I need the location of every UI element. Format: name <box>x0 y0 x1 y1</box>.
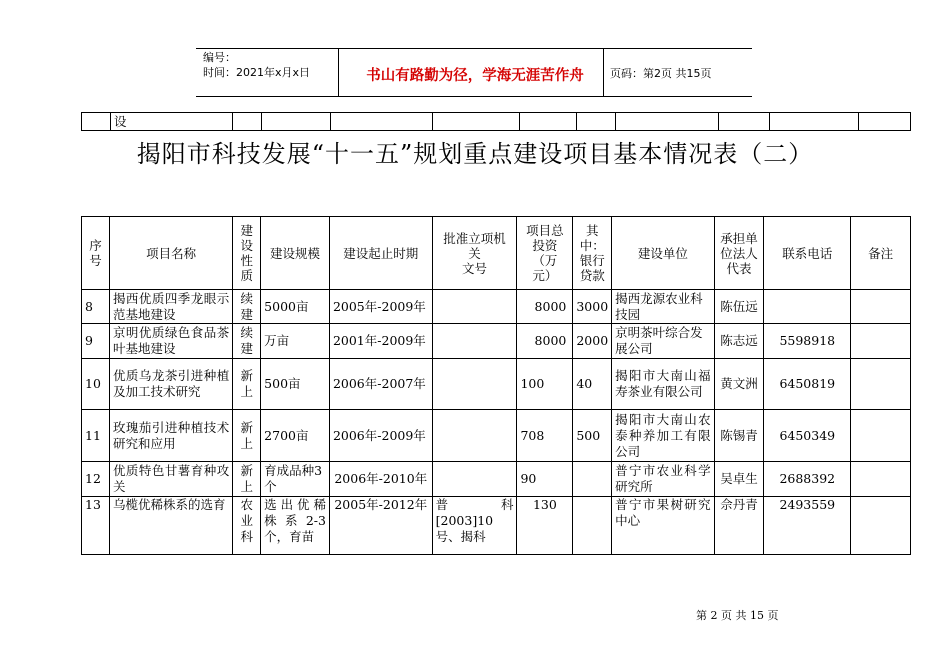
table-row: 11 玫瑰茄引进种植技术研究和应用 新上 2700亩 2006年-2009年 708 500 揭阳市大南山农泰种养加工有限公司 陈锡青 6450349 <box>82 410 911 462</box>
col-header-phone: 联系电话 <box>764 217 851 290</box>
table-row: 9 京明优质绿色食品茶叶基地建设 续建 万亩 2001年-2009年 8000 2000 京明茶叶综合发展公司 陈志远 5598918 <box>82 324 911 359</box>
header-number: 编号： <box>203 51 236 64</box>
header-top-rule <box>196 48 752 49</box>
col-header-rep: 承担单 位法人 代表 <box>714 217 764 290</box>
col-header-loan: 其 中： 银行 贷款 <box>573 217 612 290</box>
col-header-name: 项目名称 <box>109 217 232 290</box>
table-row: 8 揭西优质四季龙眼示范基地建设 续建 5000亩 2005年-2009年 8000 3000 揭西龙源农业科技园 陈伍远 <box>82 290 911 324</box>
table-row: 13 乌榄优稀株系的选育 农业科 选出优稀株系2-3个，育苗 2005年-2012年 普 科 [2003]10 号、揭科 130 普宁市果树研究中心 佘丹青 2493559 <box>82 497 911 555</box>
table-row: 10 优质乌龙茶引进种植及加工技术研究 新上 500亩 2006年-2007年 100 40 揭阳市大南山福寿茶业有限公司 黄文洲 6450819 <box>82 359 911 410</box>
header-motto: 书山有路勤为径，学海无涯苦作舟 <box>366 68 584 84</box>
col-header-no: 序 号 <box>82 217 110 290</box>
previous-table-tail <box>81 112 911 131</box>
header-time: 时间：2021年x月x日 <box>203 66 311 79</box>
projects-table <box>81 216 911 555</box>
header-meta <box>203 50 310 80</box>
col-header-invest: 项目总 投资 （万 元） <box>517 217 573 290</box>
col-header-approval: 批准立项机 关 文号 <box>432 217 517 290</box>
col-header-scale: 建设规模 <box>261 217 330 290</box>
page-title: 揭阳市科技发展“十一五”规划重点建设项目基本情况表（二） <box>136 140 814 168</box>
col-header-note: 备注 <box>851 217 911 290</box>
col-header-unit: 建设单位 <box>612 217 714 290</box>
header-page-number: 页码：第2页 共15页 <box>610 67 712 80</box>
prev-row-text: 设 <box>111 113 233 131</box>
page-footer: 第 2 页 共 15 页 <box>696 609 779 622</box>
header-divider-right <box>603 48 604 96</box>
col-header-nature: 建 设 性 质 <box>233 217 261 290</box>
header-bottom-rule <box>196 96 752 97</box>
header-divider-left <box>338 48 339 96</box>
table-row: 12 优质特色甘薯育种攻关 新上 育成品种3个 2006年-2010年 90 普宁市农业科学研究所 吴卓生 2688392 <box>82 462 911 497</box>
table-header-row <box>82 217 911 290</box>
col-header-period: 建设起止时期 <box>329 217 432 290</box>
